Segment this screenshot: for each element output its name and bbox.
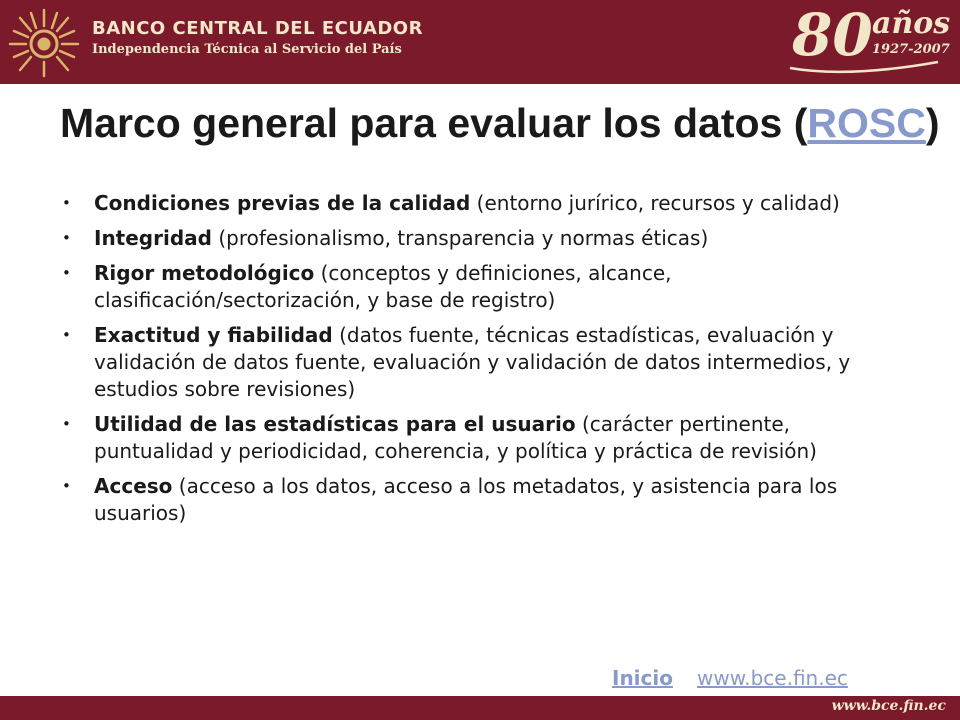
footer-bar xyxy=(0,696,960,720)
bullet-description: (acceso a los datos, acceso a los metadatos, y asistencia para los usuarios) xyxy=(94,474,838,525)
bullet-item xyxy=(62,322,912,403)
bullet-dot-icon: • xyxy=(62,415,71,433)
bullet-item xyxy=(62,260,912,314)
anniversary-word: años xyxy=(872,6,951,41)
bullet-heading: Rigor metodológico xyxy=(94,261,315,285)
bullet-dot-icon: • xyxy=(62,477,71,495)
footer-links xyxy=(612,666,932,690)
bullet-description: (profesionalismo, transparencia y normas éticas) xyxy=(211,226,709,250)
bullet-item xyxy=(62,190,912,217)
bullet-description: (entorno jurírico, recursos y calidad) xyxy=(470,191,840,215)
sun-mask-logo xyxy=(6,4,82,80)
bullet-description: (carácter pertinente, puntualidad y periodicidad, coherencia, y política y práctica de revisión) xyxy=(94,412,817,463)
bullet-heading: Condiciones previas de la calidad xyxy=(94,191,471,215)
bullet-description: (conceptos y definiciones, alcance, clasificación/sectorización, y base de registro) xyxy=(94,261,672,312)
bullet-heading: Utilidad de las estadísticas para el usuario xyxy=(94,412,576,436)
bullet-heading: Integridad xyxy=(94,226,212,250)
bank-subtitle: Independencia Técnica al Servicio del País xyxy=(92,42,402,57)
bullet-dot-icon: • xyxy=(62,194,71,212)
bank-name: BANCO CENTRAL DEL ECUADOR xyxy=(92,18,423,39)
slide-title xyxy=(60,100,940,147)
bullet-item xyxy=(62,473,912,527)
rosc-link[interactable]: ROSC xyxy=(807,100,926,146)
title-prefix: Marco general para evaluar los datos ( xyxy=(60,100,808,146)
anniversary-number: 80 xyxy=(792,1,873,69)
bullet-item xyxy=(62,225,912,252)
title-suffix: ) xyxy=(925,100,940,146)
bullet-dot-icon: • xyxy=(62,229,71,247)
bullet-dot-icon: • xyxy=(62,326,71,344)
bullet-dot-icon: • xyxy=(62,264,71,282)
bullet-heading: Exactitud y fiabilidad xyxy=(94,323,333,347)
header-banner xyxy=(0,0,960,84)
bullet-item xyxy=(62,411,912,465)
bullet-description: (datos fuente, técnicas estadísticas, evaluación y validación de datos fuente, evaluación y validación de datos intermedios, y estudios sobre revisiones) xyxy=(94,323,851,401)
bullet-heading: Acceso xyxy=(94,474,173,498)
anniversary-years: 1927-2007 xyxy=(872,42,950,57)
footer-url: www.bce.fin.ec xyxy=(831,698,946,714)
website-link[interactable]: www.bce.fin.ec xyxy=(697,666,848,690)
bullet-list xyxy=(62,190,912,535)
inicio-link[interactable]: Inicio xyxy=(612,666,673,690)
